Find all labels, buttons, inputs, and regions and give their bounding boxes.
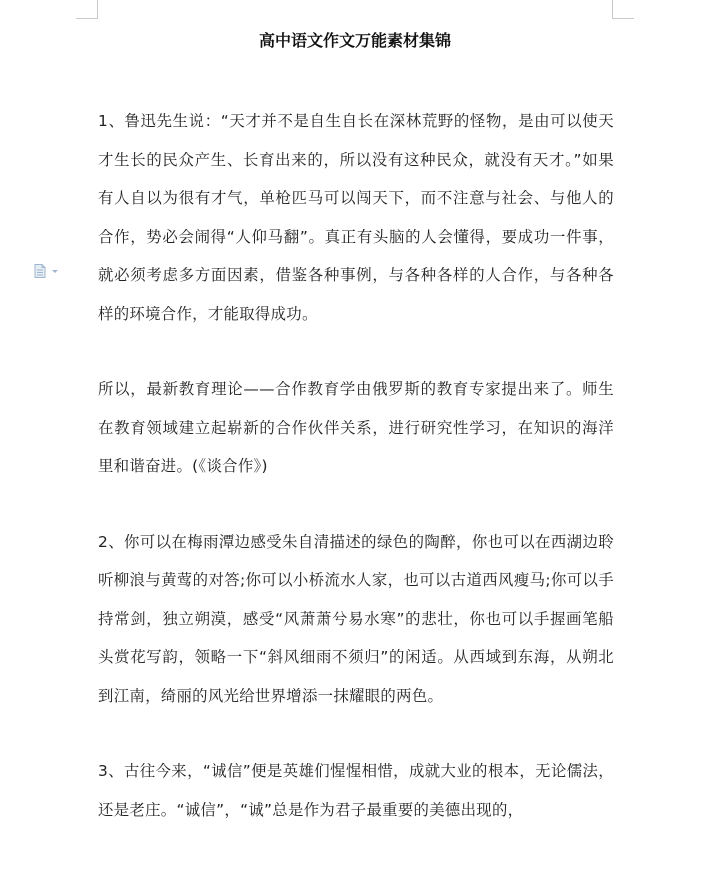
crop-mark-top-right [612, 0, 613, 18]
crop-mark-top-left-horizontal [76, 18, 98, 19]
document-title: 高中语文作文万能素材集锦 [258, 31, 451, 50]
chevron-down-icon [52, 270, 58, 273]
paragraph-options-button[interactable] [34, 263, 64, 277]
paragraph-4: 3、古往今来，“诚信”便是英雄们惺惺相惜，成就大业的根本，无论儒法，还是老庄。“诚信”，“诚”总是作为君子最重要的美德出现的， [98, 762, 614, 819]
paragraph-1: 1、鲁迅先生说：“天才并不是自生自长在深林荒野的怪物，是由可以使天才生长的民众产生、长育出来的，所以没有这种民众，就没有天才。”如果有人自以为很有才气，单枪匹马可以闯天下，而不注意与社会、与他人的合作，势必会闹得“人仰马翻”。真正有头脑的人会懂得，要成功一件事，就必须考虑多方面因素，借鉴各种事例，与各种各样的人合作，与各种各样的环境合作，才能取得成功。 [98, 112, 614, 323]
paragraph-3: 2、你可以在梅雨潭边感受朱自清描述的绿色的陶醉，你也可以在西湖边聆听柳浪与黄莺的对答;你可以小桥流水人家，也可以古道西风瘦马;你可以手持常剑，独立朔漠，感受“风萧萧兮易水寒”的悲壮，你也可以手握画笔船头赏花写韵，领略一下“斜风细雨不须归”的闲适。从西域到东海，从朔北到江南，绮丽的风光给世界增添一抹耀眼的两色。 [98, 532, 614, 705]
crop-mark-top-right-horizontal [612, 18, 634, 19]
paragraph-gap [98, 486, 614, 523]
paragraph-gap [98, 715, 614, 752]
paragraph-gap [98, 333, 614, 370]
document-icon [34, 264, 64, 278]
document-body [98, 102, 614, 829]
paragraph-2: 所以，最新教育理论——合作教育学由俄罗斯的教育专家提出来了。师生在教育领域建立起崭新的合作伙伴关系，进行研究性学习，在知识的海洋里和谐奋进。(《谈合作》) [98, 380, 614, 475]
crop-mark-top-left [97, 0, 98, 18]
